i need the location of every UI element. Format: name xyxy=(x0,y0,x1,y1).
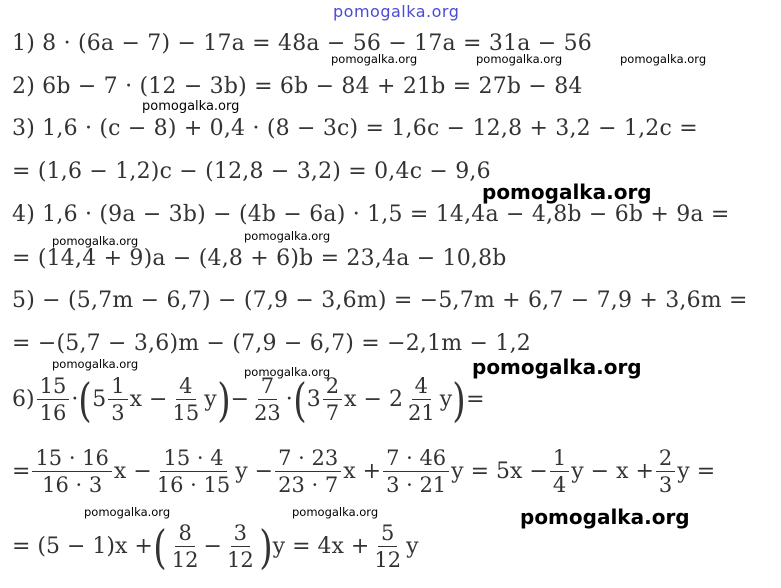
operator: = xyxy=(466,387,485,412)
line-task-5-end: = −(5,7 − 3,6)m − (7,9 − 6,7) = −2,1m − 1,2 xyxy=(12,331,531,356)
fraction: $\frac{7 \cdot 23}{23 \cdot 7}$ xyxy=(275,446,341,497)
watermark-label: pomogalka.org xyxy=(292,505,379,519)
watermark-label: pomogalka.org xyxy=(331,52,418,66)
watermark-label: pomogalka.org xyxy=(84,505,171,519)
operator: = xyxy=(12,459,31,484)
fraction: $\frac{1}{4}$ xyxy=(550,446,569,497)
task-6-label: 6) xyxy=(12,387,35,412)
line-task-2: 2) 6b − 7 · (12 − 3b) = 6b − 84 + 21b = 27b − 84 xyxy=(12,74,583,99)
variable: y xyxy=(406,534,419,559)
fraction: $\frac{1}{3}$ xyxy=(108,374,127,425)
line-task-3-end: = (1,6 − 1,2)c − (12,8 − 3,2) = 0,4c − 9,6 xyxy=(12,159,491,184)
watermark-label: pomogalka.org xyxy=(52,234,139,248)
watermark-label-large: pomogalka.org xyxy=(520,505,690,529)
expression-text: x + xyxy=(343,459,382,484)
fraction: $\frac{15 \cdot 4}{16 \cdot 15}$ xyxy=(156,446,231,497)
mixed-whole: 5 xyxy=(92,387,107,412)
expression-text: y = xyxy=(677,459,716,484)
line-task-6-middle xyxy=(12,446,715,497)
watermark-label: pomogalka.org xyxy=(244,229,331,243)
expression-text: x − xyxy=(113,459,152,484)
expression-text: y − xyxy=(235,459,274,484)
paren: ( xyxy=(153,519,167,574)
operator: · xyxy=(71,387,79,412)
paren: ) xyxy=(452,372,466,427)
paren: ) xyxy=(216,372,231,427)
operator: − xyxy=(230,387,250,412)
expression-text: y = 5x − xyxy=(451,459,548,484)
line-task-6-end xyxy=(12,521,419,572)
watermark-label: pomogalka.org xyxy=(142,99,240,114)
expression-text: x − xyxy=(129,387,168,412)
watermark-label: pomogalka.org xyxy=(620,52,707,66)
fraction: $\frac{3}{12}$ xyxy=(226,521,254,572)
watermark-label-large: pomogalka.org xyxy=(472,355,642,379)
variable: y xyxy=(204,387,217,412)
watermark-label: pomogalka.org xyxy=(244,365,331,379)
expression-text: y − x + xyxy=(571,459,654,484)
line-task-4-end: = (14,4 + 9)a − (4,8 + 6)b = 23,4a − 10,8b xyxy=(12,246,507,271)
variable: y xyxy=(439,387,453,412)
expression-text: y = 4x + xyxy=(272,534,370,559)
fraction: $\frac{7 \cdot 46}{3 \cdot 21}$ xyxy=(383,446,449,497)
header-watermark: pomogalka.org xyxy=(333,2,460,21)
watermark-label-large: pomogalka.org xyxy=(482,180,652,204)
operator: · xyxy=(285,387,293,412)
watermark-label: pomogalka.org xyxy=(476,52,563,66)
watermark-label: pomogalka.org xyxy=(52,357,139,371)
line-task-4-start: 4) 1,6 · (9a − 3b) − (4b − 6a) · 1,5 = 14,4a − 4,8b − 6b + 9a = xyxy=(12,202,730,227)
fraction: $\frac{2}{3}$ xyxy=(656,446,675,497)
paren: ( xyxy=(78,372,93,427)
fraction: $\frac{15}{16}$ xyxy=(37,374,70,425)
expression-text: = (5 − 1)x + xyxy=(12,534,153,559)
fraction: $\frac{8}{12}$ xyxy=(171,521,199,572)
fraction: $\frac{7}{23}$ xyxy=(254,374,281,425)
line-task-6-start xyxy=(12,374,485,425)
line-task-5-start: 5) − (5,7m − 6,7) − (7,9 − 3,6m) = −5,7m + 6,7 − 7,9 + 3,6m = xyxy=(12,288,748,313)
paren: ( xyxy=(293,372,307,427)
fraction: $\frac{2}{7}$ xyxy=(323,374,342,425)
line-task-3-start: 3) 1,6 · (c − 8) + 0,4 · (8 − 3c) = 1,6c − 12,8 + 3,2 − 1,2c = xyxy=(12,116,698,141)
mixed-whole: 3 xyxy=(306,387,321,412)
line-task-1: 1) 8 · (6a − 7) − 17a = 48a − 56 − 17a = 31a − 56 xyxy=(12,31,592,56)
fraction: $\frac{5}{12}$ xyxy=(374,521,402,572)
operator: − xyxy=(203,534,222,559)
paren: ) xyxy=(258,519,273,574)
expression-text: x − 2 xyxy=(344,387,403,412)
fraction: $\frac{15 \cdot 16}{16 \cdot 3}$ xyxy=(32,446,111,497)
fraction: $\frac{4}{21}$ xyxy=(407,374,435,425)
fraction: $\frac{4}{15}$ xyxy=(172,374,200,425)
